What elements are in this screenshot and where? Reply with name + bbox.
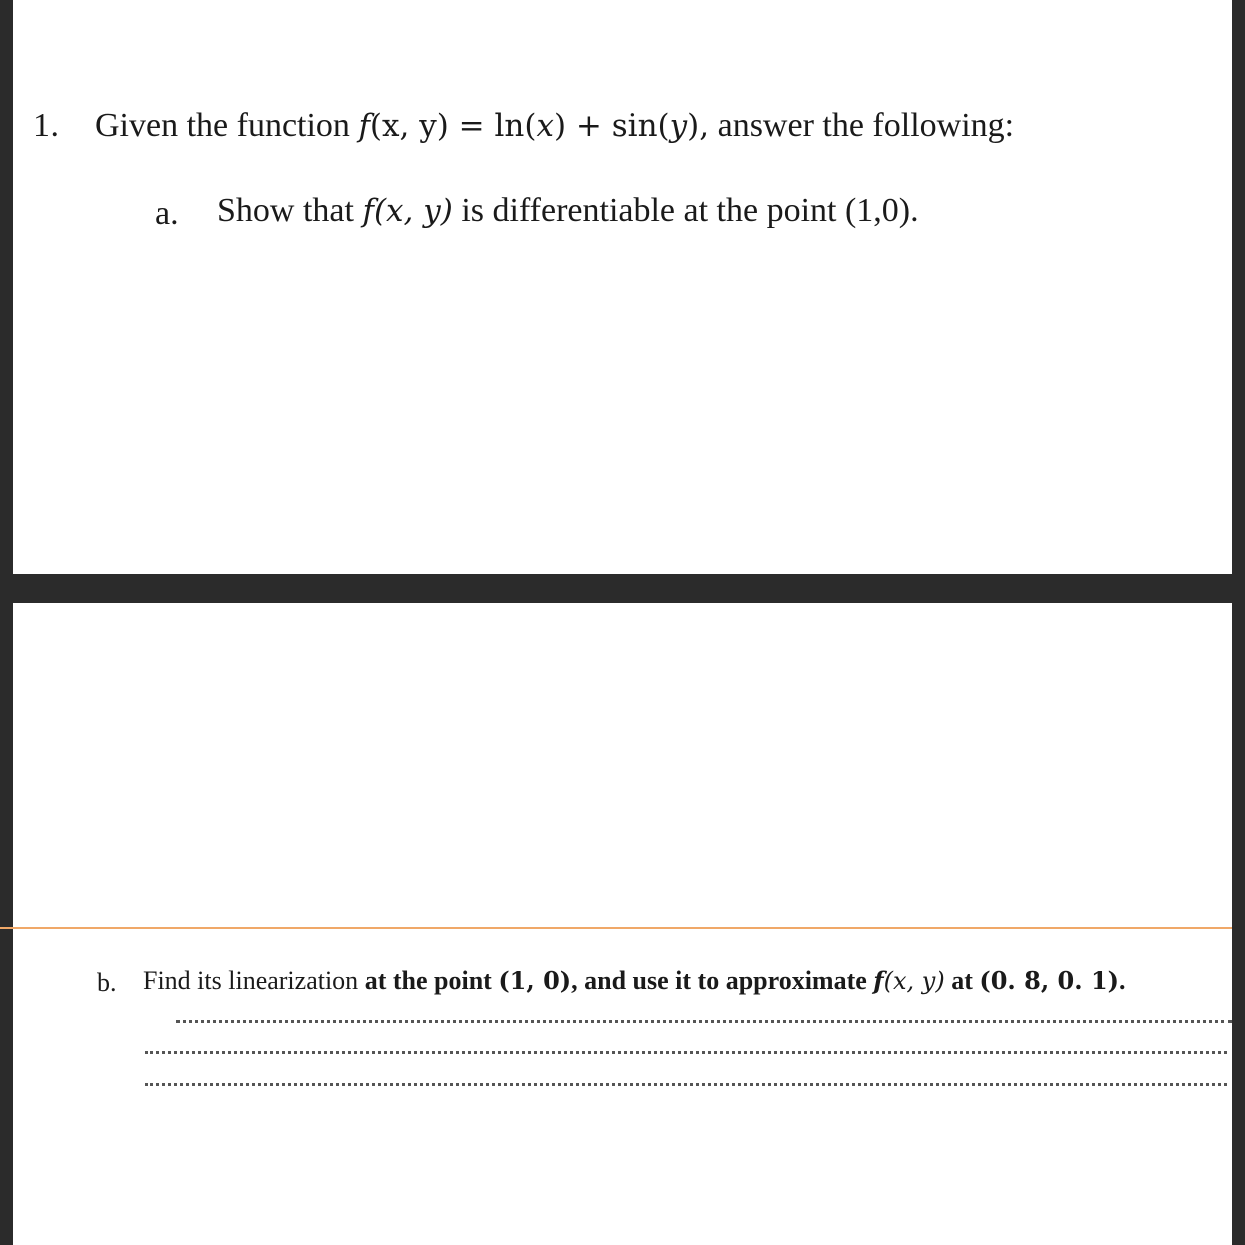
part-b-end: . <box>1119 966 1126 995</box>
question-1-text <box>95 107 1014 145</box>
question-number: 1. <box>33 107 60 144</box>
function-close: ), <box>687 108 710 144</box>
question-1-tail: answer the following: <box>717 107 1015 144</box>
part-b-point: (1, 0) <box>498 966 572 995</box>
part-a-end: is differentiable at the point (1,0). <box>461 192 919 229</box>
part-b-text <box>143 966 1126 996</box>
part-b-args: (x, y) <box>883 967 945 995</box>
part-b-bold-3: at <box>951 966 973 995</box>
part-b-bold-2: , and use it to approximate <box>571 966 867 995</box>
section-divider <box>0 927 1232 929</box>
part-b-label: b. <box>97 968 117 997</box>
part-a-function: f <box>362 193 374 229</box>
function-sin-arg: y <box>669 108 688 144</box>
function-ln: ln( <box>494 108 537 144</box>
worksheet-page-bottom <box>13 603 1232 1245</box>
part-a-label: a. <box>155 195 179 232</box>
function-ln-arg: x <box>536 108 554 144</box>
part-a-text <box>217 192 919 230</box>
part-b-plain: Find its linearization <box>143 966 359 995</box>
function-name: f <box>358 108 370 144</box>
part-b-function: f <box>873 966 884 995</box>
function-plus-sin: ) + sin( <box>553 108 670 144</box>
part-a-start: Show that <box>217 192 354 229</box>
part-b-eval-point: (0. 8, 0. 1) <box>979 966 1120 995</box>
part-a-args: (x, y) <box>373 193 453 229</box>
question-1-intro: Given the function <box>95 107 350 144</box>
part-b-bold-1: at the point <box>364 966 492 995</box>
worksheet-page-top <box>13 0 1232 574</box>
function-args: (x, y) = <box>369 108 495 144</box>
answer-line[interactable] <box>145 1051 1227 1054</box>
answer-line[interactable] <box>145 1083 1227 1086</box>
answer-line[interactable] <box>176 1020 1232 1023</box>
